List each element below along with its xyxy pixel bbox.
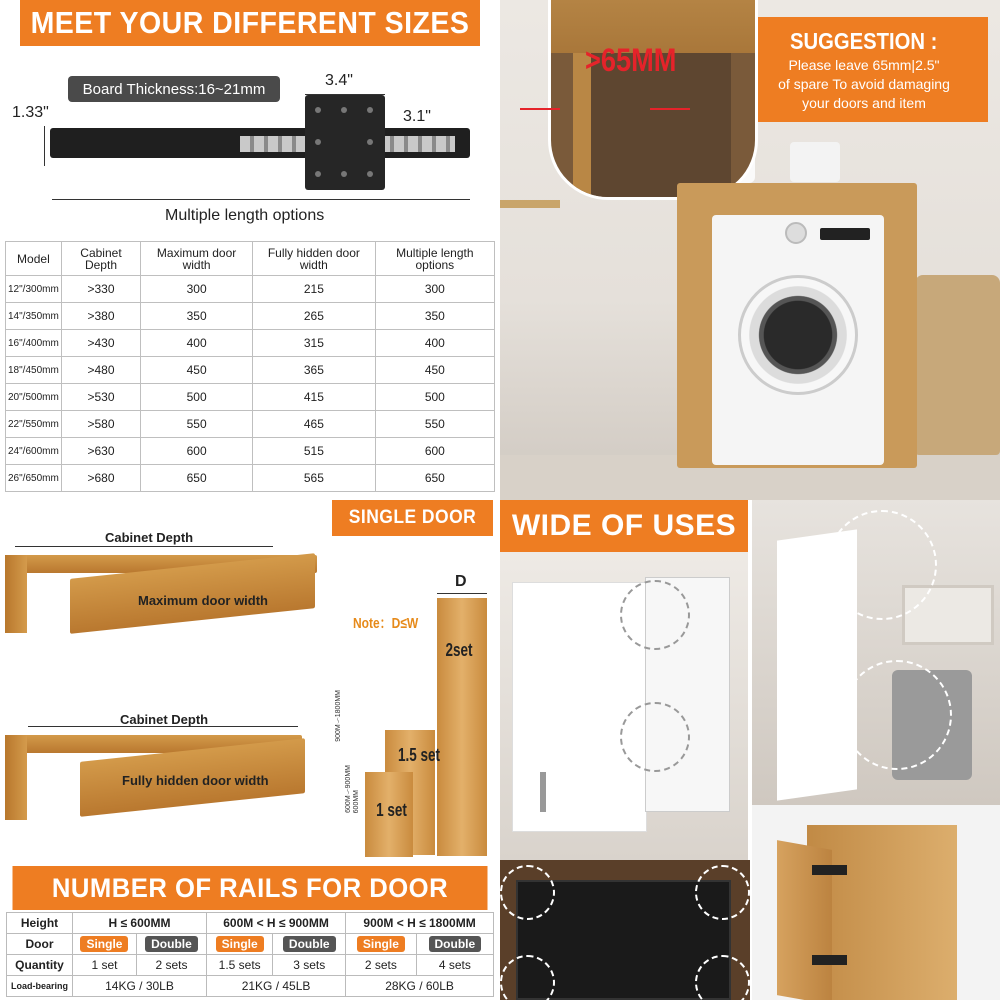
cell: 265 — [253, 303, 376, 330]
col-cabinet-depth: Cabinet Depth — [61, 242, 140, 276]
cell: 500 — [375, 384, 494, 411]
height-arrow — [44, 126, 45, 166]
height-range-3: 900M < H ≤ 1800MM — [346, 913, 494, 934]
cell: 400 — [141, 330, 253, 357]
uses-banner: WIDE OF USES — [500, 500, 748, 552]
single-badge: Single — [357, 936, 405, 952]
kitchen-cabinet-photo — [500, 552, 748, 860]
cell: 16"/400mm — [6, 330, 62, 357]
single-door-banner: SINGLE DOOR — [332, 500, 493, 536]
cell: 18"/450mm — [6, 357, 62, 384]
double-badge: Double — [283, 936, 336, 952]
rails-banner: NUMBER OF RAILS FOR DOOR — [13, 866, 488, 910]
cell: 350 — [141, 303, 253, 330]
cell: 350 — [375, 303, 494, 330]
cell: 215 — [253, 276, 376, 303]
cell: >630 — [61, 438, 140, 465]
cell: 14"/350mm — [6, 303, 62, 330]
tv-cabinet-photo — [500, 860, 750, 1000]
cell: 21KG / 45LB — [206, 976, 345, 997]
table-row — [7, 976, 494, 997]
double-badge: Double — [145, 936, 198, 952]
hinge-plate-image — [305, 95, 385, 190]
max-door-width-label: Maximum door width — [138, 593, 268, 608]
table-row — [6, 276, 495, 303]
cell: 12"/300mm — [6, 276, 62, 303]
row-label-door: Door — [7, 934, 73, 955]
height-range-1: H ≤ 600MM — [73, 913, 207, 934]
cell: 28KG / 60LB — [346, 976, 494, 997]
cell: 1.5 sets — [206, 955, 272, 976]
rails-table — [6, 912, 494, 997]
table-row — [6, 465, 495, 492]
suggestion-line-1: Please leave 65mm|2.5" — [788, 56, 940, 73]
cell: 2 sets — [346, 955, 417, 976]
cell: 20"/500mm — [6, 384, 62, 411]
container-image — [790, 142, 840, 182]
row-label-load: Load-bearing — [7, 976, 73, 997]
wood-cabinet-photo — [752, 805, 1000, 1000]
dim-height-label: 1.33" — [12, 104, 49, 121]
cell: 600 — [375, 438, 494, 465]
cell — [206, 934, 272, 955]
table-row — [7, 955, 494, 976]
table-row — [7, 913, 494, 934]
cell: 26"/650mm — [6, 465, 62, 492]
note-label: Note：D≤W — [353, 615, 419, 632]
single-badge: Single — [216, 936, 264, 952]
range-big-label: 900M～1800MM — [335, 690, 342, 742]
cell: 300 — [141, 276, 253, 303]
cell: 3 sets — [273, 955, 346, 976]
cell: 365 — [253, 357, 376, 384]
cell: 400 — [375, 330, 494, 357]
board-thickness-label: Board Thickness:16~21mm — [68, 76, 280, 102]
cell — [136, 934, 206, 955]
cell: 2 sets — [136, 955, 206, 976]
washer-drum — [738, 275, 858, 395]
table-row — [7, 934, 494, 955]
suggestion-line-3: your doors and item — [802, 94, 926, 111]
cell: 550 — [141, 411, 253, 438]
table-row — [6, 330, 495, 357]
cell: 565 — [253, 465, 376, 492]
cell: >380 — [61, 303, 140, 330]
gap-arrow-right — [650, 108, 690, 110]
door-2set-image — [437, 598, 487, 856]
suggestion-box — [740, 17, 988, 122]
set-15-label: 1.5 set — [398, 745, 441, 765]
cell — [346, 934, 417, 955]
sizes-banner: MEET YOUR DIFFERENT SIZES — [20, 0, 480, 46]
table-row — [6, 303, 495, 330]
table-row — [6, 357, 495, 384]
basket-image — [915, 275, 1000, 455]
table-row — [6, 438, 495, 465]
cell: 14KG / 30LB — [73, 976, 207, 997]
cell: 450 — [141, 357, 253, 384]
cell: >430 — [61, 330, 140, 357]
col-length-options: Multiple length options — [375, 242, 494, 276]
cabinet-side-board-1 — [5, 555, 27, 633]
cell: 650 — [375, 465, 494, 492]
cell: 315 — [253, 330, 376, 357]
washer-dial — [785, 222, 807, 244]
cell: 24"/600mm — [6, 438, 62, 465]
cell: 4 sets — [416, 955, 493, 976]
suggestion-line-2: of spare To avoid damaging — [778, 75, 950, 92]
single-door-panel — [325, 500, 500, 865]
size-table-header — [6, 242, 495, 276]
cell: 650 — [141, 465, 253, 492]
row-label-height: Height — [7, 913, 73, 934]
cabinet-depth-label-2: Cabinet Depth — [120, 712, 209, 727]
col-model: Model — [6, 242, 62, 276]
height-range-2: 600M < H ≤ 900MM — [206, 913, 345, 934]
d-arrow — [437, 593, 487, 594]
size-table — [5, 241, 495, 492]
double-badge: Double — [429, 936, 482, 952]
gap-label: >65MM — [585, 42, 677, 78]
cell: 22"/550mm — [6, 411, 62, 438]
table-row — [6, 384, 495, 411]
cell: >330 — [61, 276, 140, 303]
set-2-label: 2set — [445, 640, 473, 660]
cell: 300 — [375, 276, 494, 303]
d-label: D — [455, 573, 467, 590]
cell — [273, 934, 346, 955]
cell: 600 — [141, 438, 253, 465]
cell: 550 — [375, 411, 494, 438]
dim-plate-height-label: 3.1" — [403, 108, 431, 125]
cell: 465 — [253, 411, 376, 438]
depth-arrow-1 — [15, 546, 273, 547]
cell: 415 — [253, 384, 376, 411]
coffee-cabinet-photo — [752, 500, 1000, 805]
single-badge: Single — [80, 936, 128, 952]
range-mid-label: 600M～900MM — [345, 765, 352, 813]
wall-shelf — [500, 200, 560, 208]
row-label-quantity: Quantity — [7, 955, 73, 976]
length-caption: Multiple length options — [165, 207, 325, 224]
cell — [416, 934, 493, 955]
cell: >480 — [61, 357, 140, 384]
cell: >530 — [61, 384, 140, 411]
cell: 500 — [141, 384, 253, 411]
set-1-label: 1 set — [376, 800, 407, 820]
depth-panel — [0, 500, 325, 865]
cell: 1 set — [73, 955, 137, 976]
cabinet-depth-label-1: Cabinet Depth — [105, 530, 194, 545]
cell — [73, 934, 137, 955]
cell: >580 — [61, 411, 140, 438]
washer-display — [820, 228, 870, 240]
col-max-door-width: Maximum door width — [141, 242, 253, 276]
zoom-detail-image — [548, 0, 758, 200]
cell: 450 — [375, 357, 494, 384]
col-hidden-door-width: Fully hidden door width — [253, 242, 376, 276]
hidden-door-width-label: Fully hidden door width — [122, 773, 269, 788]
length-arrow — [52, 199, 470, 200]
cell: 515 — [253, 438, 376, 465]
cabinet-side-board-2 — [5, 735, 27, 820]
sizes-panel — [0, 0, 500, 500]
dim-plate-width-label: 3.4" — [325, 72, 353, 89]
gap-arrow-left — [520, 108, 560, 110]
cell: >680 — [61, 465, 140, 492]
suggestion-title: SUGGESTION : — [790, 27, 938, 54]
range-small-label: 600MM — [353, 790, 360, 814]
table-row — [6, 411, 495, 438]
